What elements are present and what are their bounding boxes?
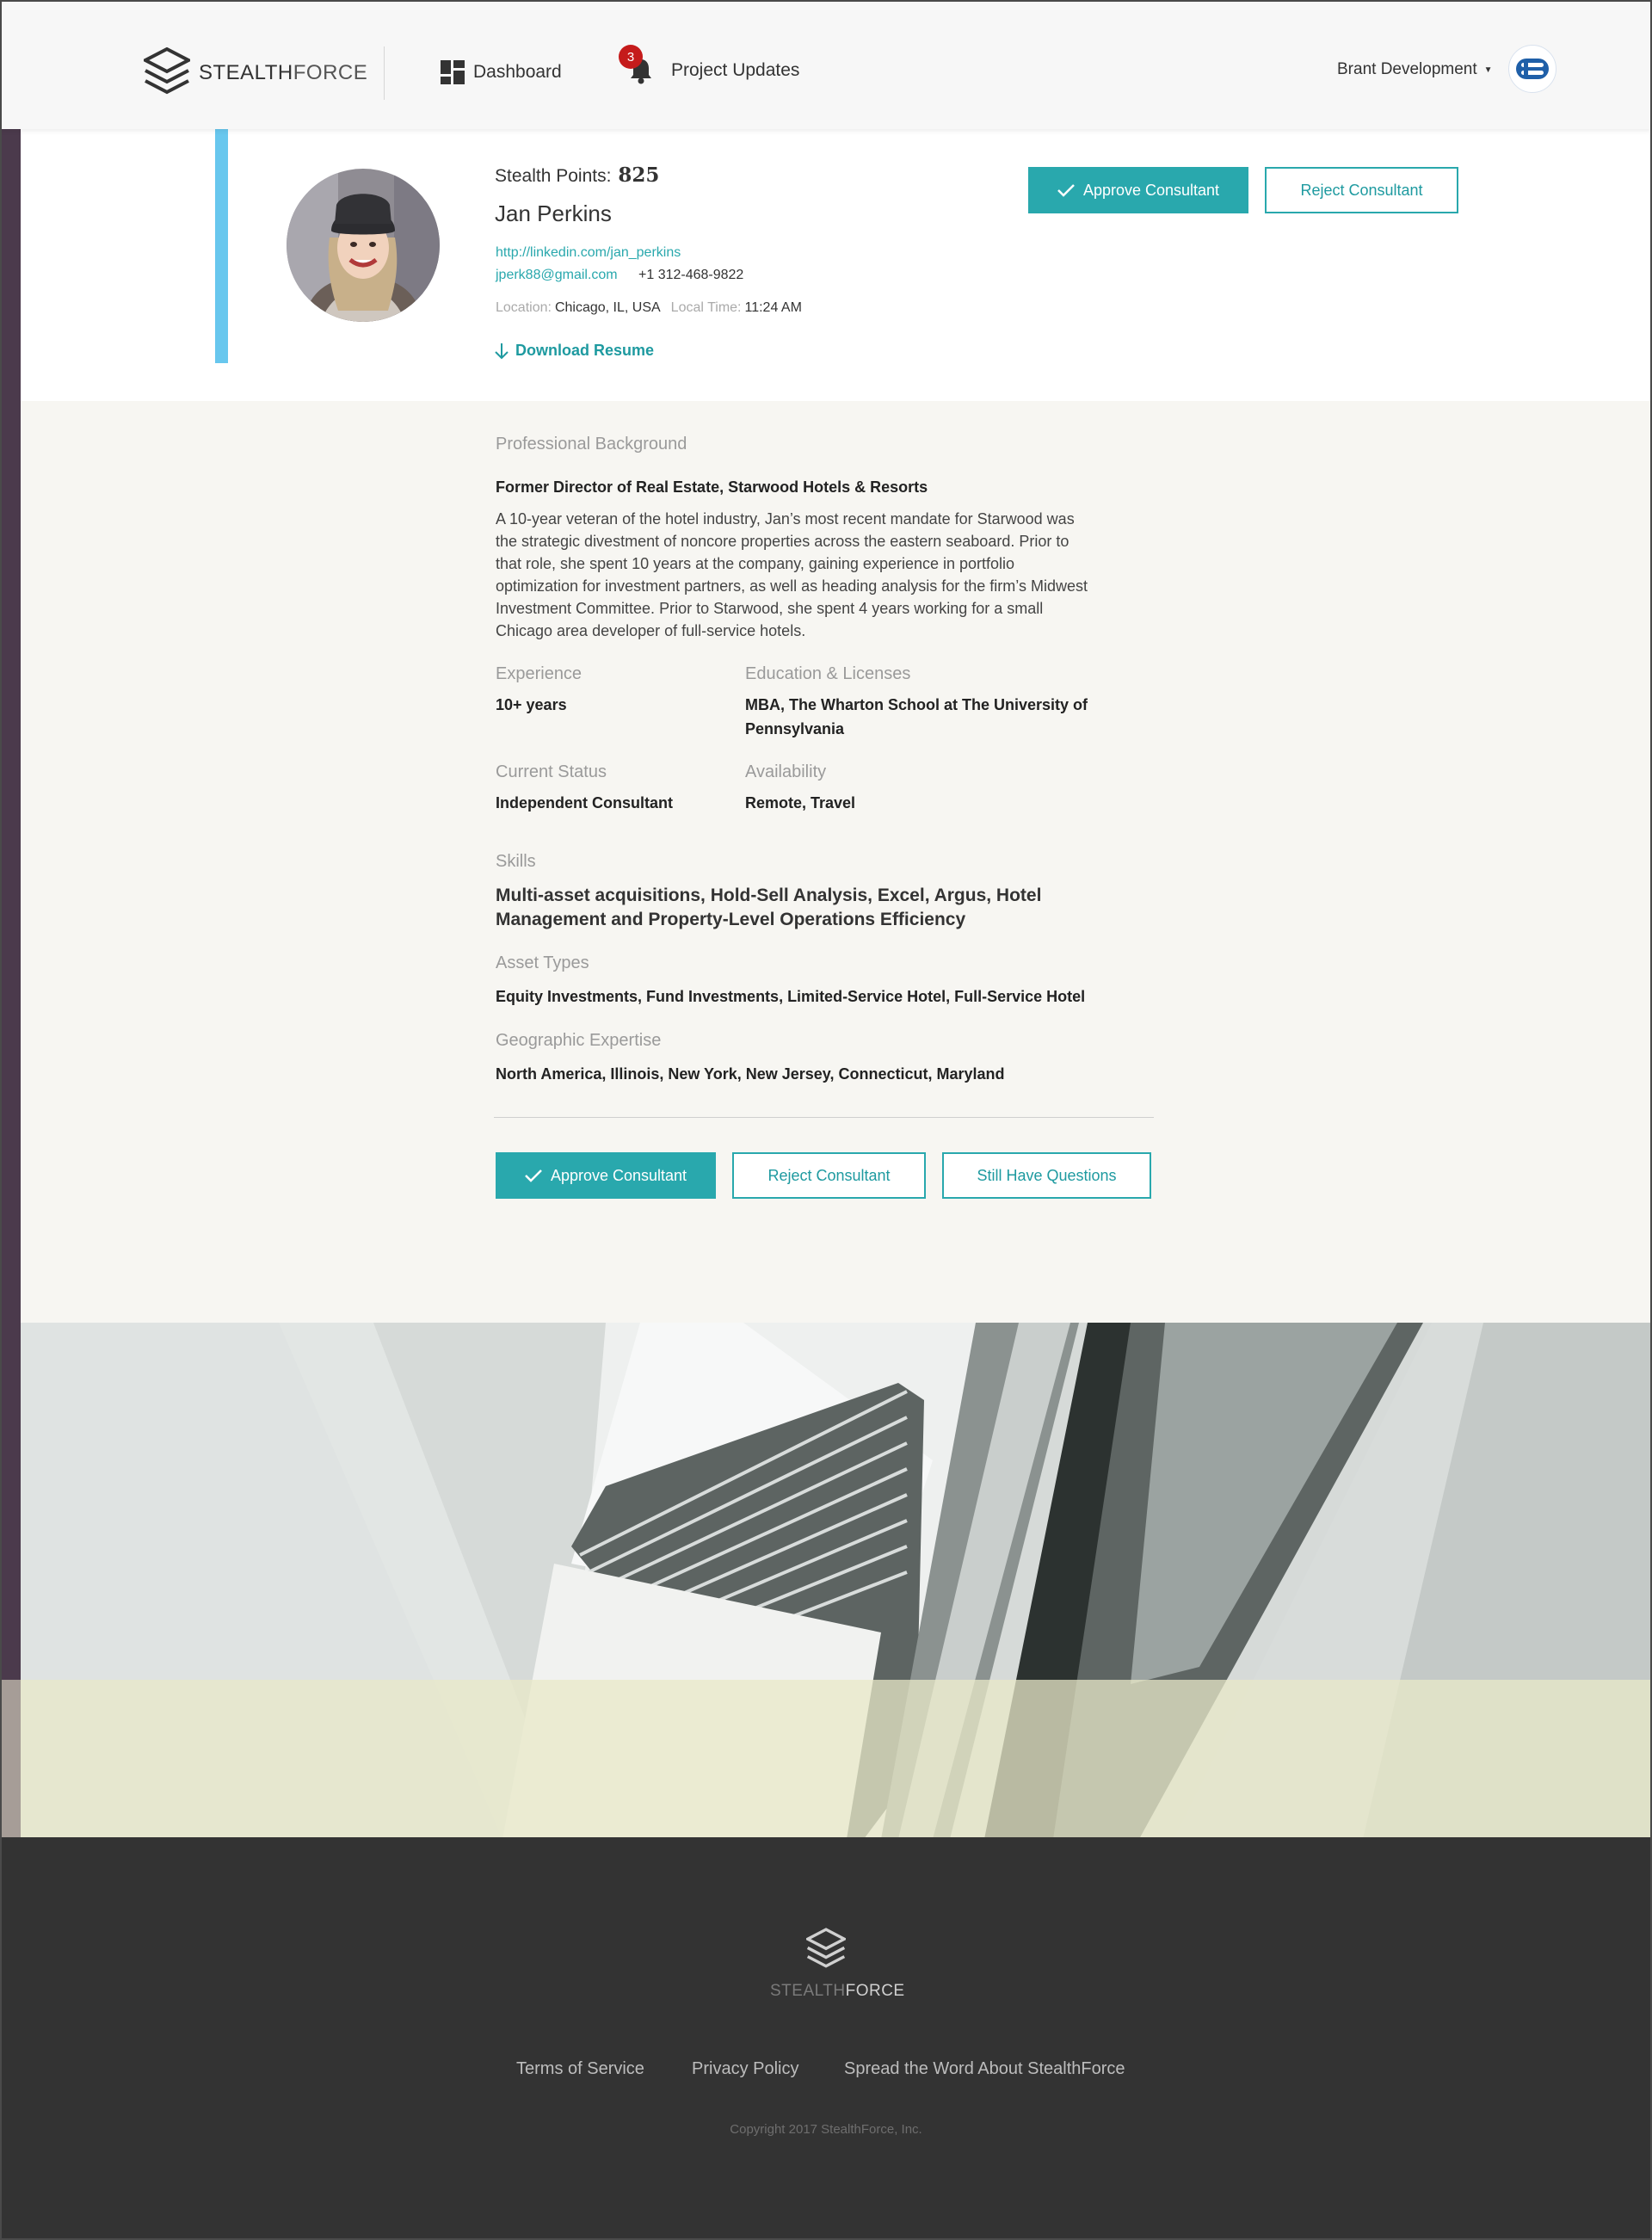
left-accent-strip — [0, 129, 21, 1837]
professional-title: Former Director of Real Estate, Starwood Hotels & Resorts — [496, 478, 928, 496]
approve-consultant-button-bottom[interactable] — [496, 1152, 716, 1199]
skills-label: Skills — [496, 852, 536, 871]
account-dropdown[interactable] — [1337, 60, 1493, 79]
consultant-name: Jan Perkins — [495, 201, 612, 226]
approve-label: Approve Consultant — [550, 1166, 687, 1184]
asset-types-value: Equity Investments, Fund Investments, Limited-Service Hotel, Full-Service Hotel — [496, 988, 1086, 1005]
reject-label: Reject Consultant — [1300, 181, 1423, 199]
location-value: Chicago, IL, USA — [554, 300, 661, 315]
local-time-value: 11:24 AM — [744, 300, 802, 315]
questions-label: Still Have Questions — [977, 1166, 1117, 1184]
section-divider — [494, 1117, 1154, 1118]
geographic-expertise-value: North America, Illinois, New York, New Jersey, Connecticut, Maryland — [496, 1065, 1005, 1083]
left-accent-strip-lower — [0, 1680, 21, 1837]
account-avatar[interactable] — [1508, 45, 1556, 93]
stealthforce-logo-icon — [144, 47, 190, 99]
current-status-value: Independent Consultant — [496, 794, 673, 811]
arrow-down-icon — [495, 342, 509, 360]
location-label: Location: — [496, 300, 552, 315]
account-name: Brant Development — [1337, 60, 1477, 78]
spread-the-word-link[interactable]: Spread the Word About StealthForce — [844, 2059, 1125, 2078]
profile-accent-bar — [215, 129, 228, 363]
download-resume-link[interactable] — [495, 342, 654, 360]
caret-down-icon: ▼ — [1483, 65, 1493, 75]
checkmark-icon — [525, 1169, 542, 1182]
approve-label: Approve Consultant — [1082, 181, 1220, 199]
reject-consultant-button-top[interactable] — [1265, 167, 1458, 213]
footer-logo-wordmark: STEALTHFORCE — [770, 1982, 905, 2000]
experience-value: 10+ years — [496, 696, 567, 713]
nav-project-updates[interactable] — [626, 49, 800, 84]
approve-consultant-button-top[interactable] — [1028, 167, 1248, 213]
stealthforce-logo-icon — [806, 1928, 846, 1972]
stealth-points-label: Stealth Points: — [495, 166, 612, 186]
dashboard-grid-icon — [441, 60, 465, 84]
bell-wrapper — [626, 49, 654, 84]
education-value: MBA, The Wharton School at The University of Pennsylvania — [745, 696, 1088, 737]
stealth-points-value: 825 — [618, 164, 660, 187]
reject-label: Reject Consultant — [767, 1166, 891, 1184]
availability-label: Availability — [745, 762, 827, 781]
download-resume-label: Download Resume — [515, 342, 655, 359]
nav-project-updates-label: Project Updates — [671, 60, 800, 80]
stealthforce-logo[interactable] — [144, 47, 367, 99]
education-label: Education & Licenses — [745, 664, 911, 683]
notification-badge: 3 — [619, 45, 643, 69]
footer-logo[interactable] — [770, 1928, 905, 2001]
header-divider — [384, 46, 385, 100]
asset-types-label: Asset Types — [496, 953, 589, 972]
still-have-questions-button[interactable] — [942, 1152, 1151, 1199]
skills-value: Multi-asset acquisitions, Hold-Sell Analysis, Excel, Argus, Hotel Management and Property-Level Operations Efficiency — [496, 886, 1042, 929]
experience-label: Experience — [496, 664, 583, 683]
top-header — [0, 0, 1652, 129]
reject-consultant-button-bottom[interactable] — [732, 1152, 926, 1199]
geographic-expertise-label: Geographic Expertise — [496, 1031, 662, 1050]
stealth-points — [495, 164, 659, 187]
linkedin-link[interactable]: http://linkedin.com/jan_perkins — [496, 245, 681, 260]
checkmark-icon — [1057, 183, 1075, 197]
privacy-policy-link[interactable]: Privacy Policy — [692, 2059, 799, 2078]
copyright-text: Copyright 2017 StealthForce, Inc. — [730, 2122, 922, 2137]
logo-wordmark: STEALTHFORCE — [199, 61, 368, 84]
local-time-label: Local Time: — [670, 300, 742, 315]
terms-of-service-link[interactable]: Terms of Service — [516, 2059, 644, 2078]
professional-bio: A 10-year veteran of the hotel industry, Jan’s most recent mandate for Starwood was the strategic divestment of noncore properties across the eastern seaboard. Prior to that role, she spent 10 years at the company, gaining experience in portfolio optimization for investment partners, as well as heading analysis for the firm’s Midwest Investment Committee. Prior to Starwood, she spent 4 years working for a small Chicago area developer of full-service hotels. — [496, 510, 1088, 639]
nav-dashboard-label: Dashboard — [473, 62, 562, 82]
nav-dashboard[interactable] — [441, 60, 562, 84]
email-link[interactable]: jperk88@gmail.com — [496, 268, 618, 282]
current-status-label: Current Status — [496, 762, 607, 781]
brant-b-logo-icon — [1516, 56, 1549, 82]
architecture-banner-image — [21, 1323, 1650, 1839]
professional-background-label: Professional Background — [496, 435, 687, 454]
location-line — [496, 300, 802, 316]
phone-number: +1 312-468-9822 — [638, 268, 744, 282]
availability-value: Remote, Travel — [745, 794, 856, 811]
footer — [0, 1837, 1652, 2240]
consultant-photo — [287, 169, 440, 322]
